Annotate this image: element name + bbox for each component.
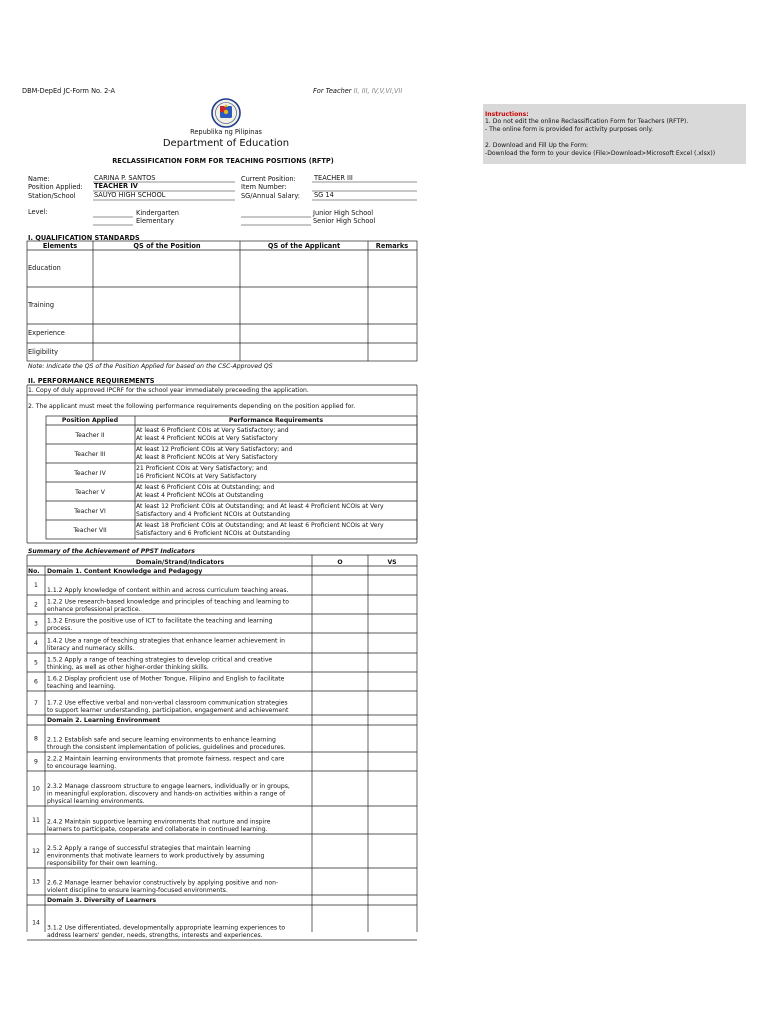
indicator-o-cell[interactable] — [313, 753, 367, 770]
instructions-box — [483, 104, 746, 164]
qualification-row-education: Education — [28, 264, 61, 272]
indicator-vs-cell[interactable] — [369, 692, 416, 714]
indicator-o-cell[interactable] — [313, 654, 367, 671]
performance-row-position: Teacher V — [75, 489, 105, 496]
indicator-text: in meaningful exploration, discovery and hands-on activities within a range of — [47, 790, 286, 798]
indicator-text: physical learning environments. — [47, 798, 145, 805]
level-kindergarten: Kindergarten — [136, 209, 179, 217]
indicator-text: 1.5.2 Apply a range of teaching strategies to develop critical and creative — [47, 656, 273, 664]
indicator-number: 13 — [32, 878, 40, 886]
indicator-o-cell[interactable] — [313, 673, 367, 690]
indicator-text: thinking, as well as other higher-order thinking skills. — [47, 664, 209, 671]
performance-row-requirement-1: At least 12 Proficient COIs at Outstanding; and At least 4 Proficient NCOIs at Very — [136, 503, 384, 510]
instruction-line-4: -Download the form to your device (File>Download>Microsoft Excel (.xlsx)) — [485, 150, 716, 157]
indicator-vs-cell[interactable] — [369, 634, 416, 652]
performance-row-requirement-1: 21 Proficient COIs at Very Satisfactory; and — [136, 465, 268, 472]
indicator-vs-cell[interactable] — [369, 673, 416, 690]
indicator-text: learners to participate, cooperate and collaborate in continued learning. — [47, 826, 268, 833]
performance-heading: II. PERFORMANCE REQUIREMENTS — [28, 377, 155, 385]
indicator-text: literacy and numeracy skills. — [47, 645, 135, 652]
indicator-text: 1.2.2 Use research-based knowledge and principles of teaching and learning to — [47, 598, 289, 606]
department-title: Department of Education — [162, 138, 290, 149]
performance-row-position: Teacher IV — [74, 470, 106, 477]
name-label: Name: — [28, 175, 50, 183]
indicator-o-cell[interactable] — [313, 576, 367, 594]
indicator-text: to encourage learning. — [47, 763, 117, 770]
indicator-text: 1.7.2 Use effective verbal and non-verbal classroom communication strategies — [47, 699, 288, 707]
qualification-note: Note: Indicate the QS of the Position Applied for based on the CSC-Approved QS — [28, 363, 273, 370]
indicator-vs-cell[interactable] — [369, 869, 416, 894]
summary-col-domain: Domain/Strand/Indicators — [135, 559, 225, 566]
item-number-label: Item Number: — [241, 183, 287, 191]
form-title: RECLASSIFICATION FORM FOR TEACHING POSITIONS (RFTP) — [112, 157, 334, 165]
summary-heading: Summary of the Achievement of PPST Indicators — [28, 548, 195, 555]
indicator-o-cell[interactable] — [313, 634, 367, 652]
instruction-line-2: - The online form is provided for activity purposes only. — [485, 126, 654, 133]
indicator-text: 3.1.2 Use differentiated, developmentally appropriate learning experiences to — [47, 924, 286, 932]
indicator-text: 2.4.2 Maintain supportive learning environments that nurture and inspire — [47, 818, 271, 826]
indicator-text: 2.3.2 Manage classroom structure to engage learners, individually or in groups, — [47, 782, 290, 790]
indicator-number: 1 — [34, 582, 38, 589]
level-label: Level: — [28, 208, 48, 216]
performance-row-requirement-2: At least 8 Proficient NCOIs at Very Satisfactory — [136, 454, 278, 461]
current-position-label: Current Position: — [241, 175, 296, 183]
indicator-number: 8 — [34, 735, 38, 743]
indicator-o-cell[interactable] — [313, 596, 367, 613]
indicator-number: 7 — [34, 700, 38, 707]
qualification-row-experience: Experience — [28, 329, 65, 337]
indicator-number: 14 — [32, 919, 40, 927]
performance-row-position: Teacher VI — [74, 508, 106, 515]
performance-col-requirements: Performance Requirements — [228, 417, 324, 424]
indicator-text: process. — [47, 625, 73, 632]
indicator-number: 2 — [34, 601, 38, 609]
indicator-text: responsibility for their own learning. — [47, 860, 158, 867]
indicator-o-cell[interactable] — [313, 906, 367, 939]
indicator-text: through the consistent implementation of policies, guidelines and procedures. — [47, 744, 286, 751]
performance-row-requirement-1: At least 12 Proficient COIs at Very Satisfactory; and — [136, 446, 293, 453]
performance-row-requirement-2: Satisfactory and 4 Proficient NCOIs at Outstanding — [136, 511, 291, 518]
station-field[interactable]: SAUYO HIGH SCHOOL — [94, 191, 166, 199]
qualification-col-elements: Elements — [42, 242, 78, 250]
qualification-row-training: Training — [28, 301, 55, 309]
position-applied-field[interactable]: TEACHER IV — [94, 182, 138, 190]
republic-label: Republika ng Pilipinas — [190, 128, 262, 136]
indicator-text: violent discipline to ensure learning-focused environments. — [47, 887, 228, 894]
indicator-number: 9 — [34, 758, 38, 766]
performance-row-requirement-2: At least 4 Proficient NCOIs at Very Satisfactory — [136, 435, 278, 442]
indicator-vs-cell[interactable] — [369, 726, 416, 751]
deped-seal-icon — [212, 99, 240, 127]
performance-row-requirement-2: 16 Proficient NCOIs at Very Satisfactory — [136, 473, 257, 480]
position-applied-label: Position Applied: — [28, 183, 83, 191]
indicator-text: address learners' gender, needs, strengths, interests and experiences. — [47, 932, 263, 939]
indicator-text: 2.5.2 Apply a range of successful strategies that maintain learning — [47, 844, 251, 852]
indicator-number: 11 — [32, 817, 40, 824]
performance-item-2: 2. The applicant must meet the following performance requirements depending on the position applied for. — [28, 403, 356, 410]
indicator-text: 2.2.2 Maintain learning environments that promote fairness, respect and care — [47, 755, 285, 763]
domain-2-heading: Domain 2. Learning Environment — [47, 717, 161, 724]
performance-row-requirement-1: At least 6 Proficient COIs at Outstanding; and — [136, 484, 275, 491]
summary-col-vs: VS — [387, 559, 397, 566]
indicator-o-cell[interactable] — [313, 726, 367, 751]
performance-item-1: 1. Copy of duly approved IPCRF for the school year immediately preceeding the application. — [28, 387, 309, 394]
indicator-vs-cell[interactable] — [369, 772, 416, 805]
qualification-col-remarks: Remarks — [375, 242, 409, 250]
form-code: DBM-DepEd JC-Form No. 2-A — [22, 87, 116, 95]
indicator-number: 6 — [34, 678, 38, 686]
indicator-text: teaching and learning. — [47, 683, 116, 690]
indicator-o-cell[interactable] — [313, 869, 367, 894]
domain-1-heading: Domain 1. Content Knowledge and Pedagogy — [47, 568, 203, 575]
performance-row-position: Teacher III — [74, 451, 106, 458]
indicator-text: 2.6.2 Manage learner behavior constructively by applying positive and non- — [47, 879, 279, 887]
indicator-number: 5 — [34, 659, 38, 667]
indicator-vs-cell[interactable] — [369, 576, 416, 594]
indicator-number: 3 — [34, 620, 38, 628]
indicator-number: 4 — [34, 640, 38, 647]
indicator-number: 12 — [32, 848, 40, 855]
performance-row-requirement-1: At least 6 Proficient COIs at Very Satisfactory; and — [136, 427, 289, 434]
summary-col-no: No. — [28, 568, 40, 575]
name-field[interactable]: CARINA P. SANTOS — [94, 174, 156, 182]
qualification-row-eligibility: Eligibility — [28, 348, 59, 356]
indicator-vs-cell[interactable] — [369, 654, 416, 671]
indicator-o-cell[interactable] — [313, 835, 367, 867]
indicator-vs-cell[interactable] — [369, 807, 416, 833]
salary-field[interactable]: SG 14 — [314, 191, 334, 199]
indicator-text: 1.6.2 Display proficient use of Mother Tongue, Filipino and English to facilitate — [47, 675, 285, 683]
performance-row-requirement-2: At least 4 Proficient NCOIs at Outstanding — [136, 492, 264, 499]
level-elementary: Elementary — [136, 217, 174, 225]
indicator-text: environments that motivate learners to work productively by assuming — [47, 852, 265, 860]
salary-label: SG/Annual Salary: — [241, 192, 300, 200]
indicator-o-cell[interactable] — [313, 807, 367, 833]
performance-row-position: Teacher VII — [73, 527, 107, 534]
performance-row-requirement-2: Satisfactory and 6 Proficient NCOIs at Outstanding — [136, 530, 291, 537]
indicator-text: 2.1.2 Establish safe and secure learning environments to enhance learning — [47, 736, 276, 744]
performance-col-position: Position Applied — [61, 417, 119, 424]
domain-3-heading: Domain 3. Diversity of Learners — [47, 897, 157, 904]
indicator-vs-cell[interactable] — [369, 615, 416, 632]
indicator-text: to support learner understanding, participation, engagement and achievement — [47, 707, 289, 714]
instruction-line-1: 1. Do not edit the online Reclassification Form for Teachers (RFTP). — [485, 118, 689, 125]
indicator-o-cell[interactable] — [313, 772, 367, 805]
instructions-heading: Instructions: — [485, 111, 529, 118]
qualification-col-position: QS of the Position — [133, 242, 201, 250]
instruction-line-3: 2. Download and Fill Up the Form: — [485, 142, 589, 149]
qualification-heading: I. QUALIFICATION STANDARDS — [28, 234, 140, 242]
station-label: Station/School — [28, 192, 76, 200]
indicator-o-cell[interactable] — [313, 692, 367, 714]
performance-row-requirement-1: At least 18 Proficient COIs at Outstanding; and At least 6 Proficient NCOIs at Very — [136, 522, 384, 529]
indicator-vs-cell[interactable] — [369, 906, 416, 939]
qualification-col-applicant: QS of the Applicant — [267, 242, 341, 250]
indicator-text: 1.4.2 Use a range of teaching strategies that enhance learner achievement in — [47, 637, 285, 645]
indicator-number: 10 — [32, 785, 40, 793]
indicator-text: 1.3.2 Ensure the positive use of ICT to facilitate the teaching and learning — [47, 617, 273, 625]
level-senior-high: Senior High School — [313, 217, 376, 225]
level-junior-high: Junior High School — [313, 209, 374, 217]
indicator-text: enhance professional practice. — [47, 606, 141, 613]
current-position-field[interactable]: TEACHER III — [314, 174, 353, 182]
for-teacher-note: For Teacher II, III, IV,V,VI,VII — [313, 87, 403, 95]
indicator-o-cell[interactable] — [313, 615, 367, 632]
summary-col-o: O — [337, 559, 343, 566]
indicator-text: 1.1.2 Apply knowledge of content within and across curriculum teaching areas. — [47, 587, 289, 594]
performance-row-position: Teacher II — [75, 432, 105, 439]
indicator-vs-cell[interactable] — [369, 753, 416, 770]
indicator-vs-cell[interactable] — [369, 596, 416, 613]
indicator-vs-cell[interactable] — [369, 835, 416, 867]
